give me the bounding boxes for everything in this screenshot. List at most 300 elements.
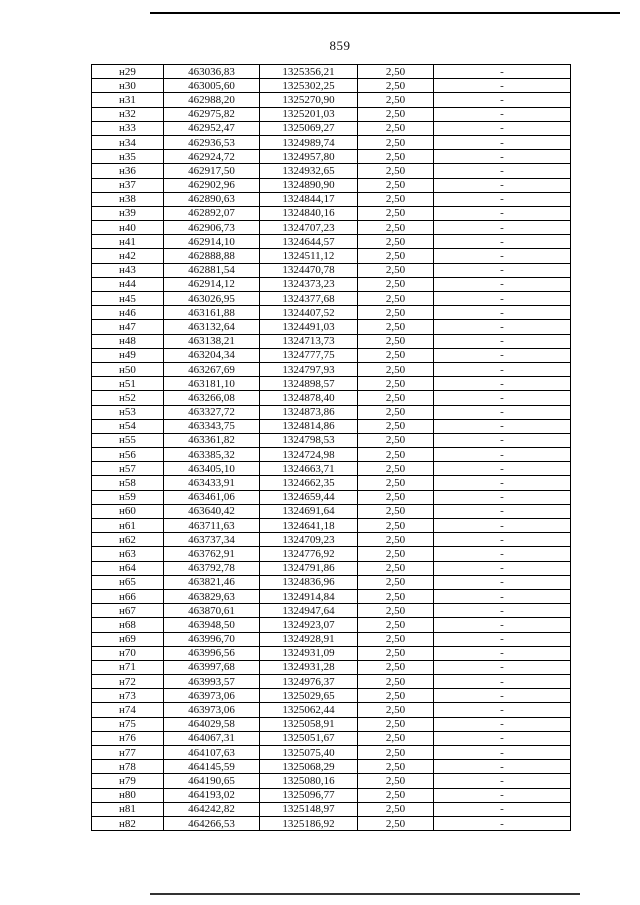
point-id-cell: н65 bbox=[92, 575, 164, 589]
accuracy-cell: 2,50 bbox=[358, 746, 434, 760]
y-coordinate-cell: 1325051,67 bbox=[260, 731, 358, 745]
accuracy-cell: 2,50 bbox=[358, 561, 434, 575]
x-coordinate-cell: 463405,10 bbox=[164, 462, 260, 476]
point-id-cell: н69 bbox=[92, 632, 164, 646]
accuracy-cell: 2,50 bbox=[358, 448, 434, 462]
table-row bbox=[92, 746, 571, 760]
accuracy-cell: 2,50 bbox=[358, 675, 434, 689]
description-cell: - bbox=[434, 405, 571, 419]
table-row bbox=[92, 689, 571, 703]
x-coordinate-cell: 464067,31 bbox=[164, 731, 260, 745]
x-coordinate-cell: 464145,59 bbox=[164, 760, 260, 774]
description-cell: - bbox=[434, 660, 571, 674]
point-id-cell: н62 bbox=[92, 533, 164, 547]
x-coordinate-cell: 463821,46 bbox=[164, 575, 260, 589]
point-id-cell: н43 bbox=[92, 263, 164, 277]
y-coordinate-cell: 1324947,64 bbox=[260, 604, 358, 618]
x-coordinate-cell: 463138,21 bbox=[164, 334, 260, 348]
description-cell: - bbox=[434, 362, 571, 376]
point-id-cell: н54 bbox=[92, 419, 164, 433]
page-number: 859 bbox=[329, 38, 351, 53]
description-cell: - bbox=[434, 618, 571, 632]
y-coordinate-cell: 1324511,12 bbox=[260, 249, 358, 263]
table-row bbox=[92, 675, 571, 689]
y-coordinate-cell: 1325062,44 bbox=[260, 703, 358, 717]
y-coordinate-cell: 1325302,25 bbox=[260, 79, 358, 93]
accuracy-cell: 2,50 bbox=[358, 689, 434, 703]
x-coordinate-cell: 462906,73 bbox=[164, 221, 260, 235]
y-coordinate-cell: 1324957,80 bbox=[260, 150, 358, 164]
table-row bbox=[92, 731, 571, 745]
y-coordinate-cell: 1325058,91 bbox=[260, 717, 358, 731]
y-coordinate-cell: 1324928,91 bbox=[260, 632, 358, 646]
point-id-cell: н71 bbox=[92, 660, 164, 674]
point-id-cell: н32 bbox=[92, 107, 164, 121]
description-cell: - bbox=[434, 462, 571, 476]
y-coordinate-cell: 1325029,65 bbox=[260, 689, 358, 703]
coordinates-table bbox=[91, 64, 571, 831]
table-row bbox=[92, 703, 571, 717]
point-id-cell: н47 bbox=[92, 320, 164, 334]
y-coordinate-cell: 1324407,52 bbox=[260, 306, 358, 320]
y-coordinate-cell: 1324491,03 bbox=[260, 320, 358, 334]
point-id-cell: н38 bbox=[92, 192, 164, 206]
y-coordinate-cell: 1325069,27 bbox=[260, 121, 358, 135]
x-coordinate-cell: 463461,06 bbox=[164, 490, 260, 504]
accuracy-cell: 2,50 bbox=[358, 632, 434, 646]
x-coordinate-cell: 463829,63 bbox=[164, 589, 260, 603]
coordinates-table-body bbox=[92, 65, 571, 831]
description-cell: - bbox=[434, 490, 571, 504]
point-id-cell: н29 bbox=[92, 65, 164, 79]
table-row bbox=[92, 178, 571, 192]
accuracy-cell: 2,50 bbox=[358, 320, 434, 334]
table-row bbox=[92, 419, 571, 433]
accuracy-cell: 2,50 bbox=[358, 802, 434, 816]
y-coordinate-cell: 1324914,84 bbox=[260, 589, 358, 603]
y-coordinate-cell: 1324377,68 bbox=[260, 292, 358, 306]
point-id-cell: н49 bbox=[92, 348, 164, 362]
description-cell: - bbox=[434, 107, 571, 121]
description-cell: - bbox=[434, 448, 571, 462]
accuracy-cell: 2,50 bbox=[358, 419, 434, 433]
point-id-cell: н37 bbox=[92, 178, 164, 192]
description-cell: - bbox=[434, 348, 571, 362]
description-cell: - bbox=[434, 249, 571, 263]
description-cell: - bbox=[434, 689, 571, 703]
table-row bbox=[92, 448, 571, 462]
table-row bbox=[92, 575, 571, 589]
point-id-cell: н78 bbox=[92, 760, 164, 774]
accuracy-cell: 2,50 bbox=[358, 760, 434, 774]
description-cell: - bbox=[434, 675, 571, 689]
y-coordinate-cell: 1324931,09 bbox=[260, 646, 358, 660]
table-row bbox=[92, 774, 571, 788]
x-coordinate-cell: 463161,88 bbox=[164, 306, 260, 320]
point-id-cell: н58 bbox=[92, 476, 164, 490]
point-id-cell: н74 bbox=[92, 703, 164, 717]
point-id-cell: н39 bbox=[92, 206, 164, 220]
x-coordinate-cell: 462975,82 bbox=[164, 107, 260, 121]
table-row bbox=[92, 221, 571, 235]
point-id-cell: н40 bbox=[92, 221, 164, 235]
point-id-cell: н57 bbox=[92, 462, 164, 476]
accuracy-cell: 2,50 bbox=[358, 504, 434, 518]
description-cell: - bbox=[434, 135, 571, 149]
description-cell: - bbox=[434, 292, 571, 306]
y-coordinate-cell: 1324791,86 bbox=[260, 561, 358, 575]
x-coordinate-cell: 463993,57 bbox=[164, 675, 260, 689]
x-coordinate-cell: 462902,96 bbox=[164, 178, 260, 192]
y-coordinate-cell: 1324663,71 bbox=[260, 462, 358, 476]
accuracy-cell: 2,50 bbox=[358, 462, 434, 476]
point-id-cell: н35 bbox=[92, 150, 164, 164]
table-row bbox=[92, 150, 571, 164]
point-id-cell: н42 bbox=[92, 249, 164, 263]
table-row bbox=[92, 206, 571, 220]
table-row bbox=[92, 135, 571, 149]
y-coordinate-cell: 1324836,96 bbox=[260, 575, 358, 589]
point-id-cell: н50 bbox=[92, 362, 164, 376]
y-coordinate-cell: 1325096,77 bbox=[260, 788, 358, 802]
accuracy-cell: 2,50 bbox=[358, 334, 434, 348]
table-row bbox=[92, 292, 571, 306]
table-row bbox=[92, 405, 571, 419]
accuracy-cell: 2,50 bbox=[358, 235, 434, 249]
x-coordinate-cell: 463267,69 bbox=[164, 362, 260, 376]
accuracy-cell: 2,50 bbox=[358, 391, 434, 405]
description-cell: - bbox=[434, 433, 571, 447]
x-coordinate-cell: 463711,63 bbox=[164, 519, 260, 533]
accuracy-cell: 2,50 bbox=[358, 703, 434, 717]
x-coordinate-cell: 463026,95 bbox=[164, 292, 260, 306]
table-row bbox=[92, 391, 571, 405]
point-id-cell: н82 bbox=[92, 816, 164, 830]
y-coordinate-cell: 1324776,92 bbox=[260, 547, 358, 561]
table-row bbox=[92, 547, 571, 561]
point-id-cell: н67 bbox=[92, 604, 164, 618]
table-row bbox=[92, 164, 571, 178]
x-coordinate-cell: 463327,72 bbox=[164, 405, 260, 419]
point-id-cell: н53 bbox=[92, 405, 164, 419]
accuracy-cell: 2,50 bbox=[358, 107, 434, 121]
description-cell: - bbox=[434, 533, 571, 547]
description-cell: - bbox=[434, 277, 571, 291]
x-coordinate-cell: 462914,12 bbox=[164, 277, 260, 291]
y-coordinate-cell: 1324797,93 bbox=[260, 362, 358, 376]
description-cell: - bbox=[434, 334, 571, 348]
y-coordinate-cell: 1324890,90 bbox=[260, 178, 358, 192]
description-cell: - bbox=[434, 263, 571, 277]
point-id-cell: н77 bbox=[92, 746, 164, 760]
y-coordinate-cell: 1324470,78 bbox=[260, 263, 358, 277]
table-row bbox=[92, 618, 571, 632]
table-row bbox=[92, 462, 571, 476]
x-coordinate-cell: 464029,58 bbox=[164, 717, 260, 731]
description-cell: - bbox=[434, 703, 571, 717]
point-id-cell: н75 bbox=[92, 717, 164, 731]
accuracy-cell: 2,50 bbox=[358, 277, 434, 291]
table-row bbox=[92, 249, 571, 263]
accuracy-cell: 2,50 bbox=[358, 263, 434, 277]
accuracy-cell: 2,50 bbox=[358, 192, 434, 206]
accuracy-cell: 2,50 bbox=[358, 306, 434, 320]
table-row bbox=[92, 561, 571, 575]
table-row bbox=[92, 717, 571, 731]
x-coordinate-cell: 462936,53 bbox=[164, 135, 260, 149]
y-coordinate-cell: 1324798,53 bbox=[260, 433, 358, 447]
y-coordinate-cell: 1325356,21 bbox=[260, 65, 358, 79]
table-row bbox=[92, 334, 571, 348]
y-coordinate-cell: 1324724,98 bbox=[260, 448, 358, 462]
table-row bbox=[92, 107, 571, 121]
x-coordinate-cell: 463266,08 bbox=[164, 391, 260, 405]
y-coordinate-cell: 1324662,35 bbox=[260, 476, 358, 490]
x-coordinate-cell: 463132,64 bbox=[164, 320, 260, 334]
table-row bbox=[92, 519, 571, 533]
point-id-cell: н55 bbox=[92, 433, 164, 447]
x-coordinate-cell: 463997,68 bbox=[164, 660, 260, 674]
y-coordinate-cell: 1324840,16 bbox=[260, 206, 358, 220]
table-row bbox=[92, 533, 571, 547]
point-id-cell: н61 bbox=[92, 519, 164, 533]
table-row bbox=[92, 476, 571, 490]
description-cell: - bbox=[434, 547, 571, 561]
x-coordinate-cell: 463343,75 bbox=[164, 419, 260, 433]
point-id-cell: н36 bbox=[92, 164, 164, 178]
y-coordinate-cell: 1324814,86 bbox=[260, 419, 358, 433]
accuracy-cell: 2,50 bbox=[358, 65, 434, 79]
bottom-rule bbox=[150, 893, 580, 895]
table-row bbox=[92, 235, 571, 249]
table-row bbox=[92, 65, 571, 79]
accuracy-cell: 2,50 bbox=[358, 178, 434, 192]
x-coordinate-cell: 462988,20 bbox=[164, 93, 260, 107]
table-row bbox=[92, 646, 571, 660]
table-row bbox=[92, 760, 571, 774]
x-coordinate-cell: 462888,88 bbox=[164, 249, 260, 263]
accuracy-cell: 2,50 bbox=[358, 660, 434, 674]
x-coordinate-cell: 463181,10 bbox=[164, 377, 260, 391]
point-id-cell: н73 bbox=[92, 689, 164, 703]
x-coordinate-cell: 463036,83 bbox=[164, 65, 260, 79]
table-row bbox=[92, 604, 571, 618]
description-cell: - bbox=[434, 391, 571, 405]
y-coordinate-cell: 1325201,03 bbox=[260, 107, 358, 121]
table-row bbox=[92, 121, 571, 135]
point-id-cell: н63 bbox=[92, 547, 164, 561]
accuracy-cell: 2,50 bbox=[358, 221, 434, 235]
accuracy-cell: 2,50 bbox=[358, 348, 434, 362]
description-cell: - bbox=[434, 306, 571, 320]
accuracy-cell: 2,50 bbox=[358, 405, 434, 419]
x-coordinate-cell: 463948,50 bbox=[164, 618, 260, 632]
x-coordinate-cell: 462892,07 bbox=[164, 206, 260, 220]
point-id-cell: н44 bbox=[92, 277, 164, 291]
accuracy-cell: 2,50 bbox=[358, 164, 434, 178]
description-cell: - bbox=[434, 419, 571, 433]
accuracy-cell: 2,50 bbox=[358, 618, 434, 632]
x-coordinate-cell: 463792,78 bbox=[164, 561, 260, 575]
description-cell: - bbox=[434, 646, 571, 660]
y-coordinate-cell: 1324878,40 bbox=[260, 391, 358, 405]
point-id-cell: н45 bbox=[92, 292, 164, 306]
table-row bbox=[92, 79, 571, 93]
description-cell: - bbox=[434, 760, 571, 774]
y-coordinate-cell: 1324932,65 bbox=[260, 164, 358, 178]
x-coordinate-cell: 463433,91 bbox=[164, 476, 260, 490]
accuracy-cell: 2,50 bbox=[358, 519, 434, 533]
point-id-cell: н33 bbox=[92, 121, 164, 135]
accuracy-cell: 2,50 bbox=[358, 547, 434, 561]
x-coordinate-cell: 463973,06 bbox=[164, 703, 260, 717]
point-id-cell: н64 bbox=[92, 561, 164, 575]
point-id-cell: н46 bbox=[92, 306, 164, 320]
description-cell: - bbox=[434, 802, 571, 816]
description-cell: - bbox=[434, 164, 571, 178]
description-cell: - bbox=[434, 632, 571, 646]
accuracy-cell: 2,50 bbox=[358, 150, 434, 164]
description-cell: - bbox=[434, 717, 571, 731]
x-coordinate-cell: 463005,60 bbox=[164, 79, 260, 93]
table-row bbox=[92, 306, 571, 320]
description-cell: - bbox=[434, 377, 571, 391]
point-id-cell: н68 bbox=[92, 618, 164, 632]
accuracy-cell: 2,50 bbox=[358, 206, 434, 220]
description-cell: - bbox=[434, 65, 571, 79]
y-coordinate-cell: 1325080,16 bbox=[260, 774, 358, 788]
x-coordinate-cell: 463385,32 bbox=[164, 448, 260, 462]
description-cell: - bbox=[434, 519, 571, 533]
table-row bbox=[92, 802, 571, 816]
description-cell: - bbox=[434, 575, 571, 589]
accuracy-cell: 2,50 bbox=[358, 433, 434, 447]
point-id-cell: н34 bbox=[92, 135, 164, 149]
point-id-cell: н72 bbox=[92, 675, 164, 689]
accuracy-cell: 2,50 bbox=[358, 646, 434, 660]
table-row bbox=[92, 490, 571, 504]
y-coordinate-cell: 1324873,86 bbox=[260, 405, 358, 419]
description-cell: - bbox=[434, 746, 571, 760]
point-id-cell: н70 bbox=[92, 646, 164, 660]
description-cell: - bbox=[434, 731, 571, 745]
y-coordinate-cell: 1325186,92 bbox=[260, 816, 358, 830]
y-coordinate-cell: 1324923,07 bbox=[260, 618, 358, 632]
y-coordinate-cell: 1325148,97 bbox=[260, 802, 358, 816]
accuracy-cell: 2,50 bbox=[358, 490, 434, 504]
point-id-cell: н30 bbox=[92, 79, 164, 93]
table-row bbox=[92, 277, 571, 291]
accuracy-cell: 2,50 bbox=[358, 575, 434, 589]
point-id-cell: н80 bbox=[92, 788, 164, 802]
description-cell: - bbox=[434, 604, 571, 618]
description-cell: - bbox=[434, 774, 571, 788]
x-coordinate-cell: 463762,91 bbox=[164, 547, 260, 561]
accuracy-cell: 2,50 bbox=[358, 79, 434, 93]
x-coordinate-cell: 464190,65 bbox=[164, 774, 260, 788]
x-coordinate-cell: 464242,82 bbox=[164, 802, 260, 816]
point-id-cell: н52 bbox=[92, 391, 164, 405]
table-row bbox=[92, 377, 571, 391]
accuracy-cell: 2,50 bbox=[358, 731, 434, 745]
description-cell: - bbox=[434, 589, 571, 603]
table-row bbox=[92, 632, 571, 646]
y-coordinate-cell: 1325270,90 bbox=[260, 93, 358, 107]
y-coordinate-cell: 1324777,75 bbox=[260, 348, 358, 362]
x-coordinate-cell: 463996,56 bbox=[164, 646, 260, 660]
description-cell: - bbox=[434, 320, 571, 334]
x-coordinate-cell: 462890,63 bbox=[164, 192, 260, 206]
table-row bbox=[92, 433, 571, 447]
table-row bbox=[92, 320, 571, 334]
accuracy-cell: 2,50 bbox=[358, 362, 434, 376]
table-row bbox=[92, 788, 571, 802]
table-row bbox=[92, 348, 571, 362]
point-id-cell: н31 bbox=[92, 93, 164, 107]
x-coordinate-cell: 463870,61 bbox=[164, 604, 260, 618]
y-coordinate-cell: 1324898,57 bbox=[260, 377, 358, 391]
table-row bbox=[92, 93, 571, 107]
description-cell: - bbox=[434, 504, 571, 518]
y-coordinate-cell: 1324691,64 bbox=[260, 504, 358, 518]
point-id-cell: н81 bbox=[92, 802, 164, 816]
description-cell: - bbox=[434, 192, 571, 206]
description-cell: - bbox=[434, 476, 571, 490]
table-row bbox=[92, 816, 571, 830]
y-coordinate-cell: 1325068,29 bbox=[260, 760, 358, 774]
x-coordinate-cell: 462881,54 bbox=[164, 263, 260, 277]
x-coordinate-cell: 463640,42 bbox=[164, 504, 260, 518]
accuracy-cell: 2,50 bbox=[358, 788, 434, 802]
description-cell: - bbox=[434, 93, 571, 107]
x-coordinate-cell: 463973,06 bbox=[164, 689, 260, 703]
table-row bbox=[92, 660, 571, 674]
x-coordinate-cell: 462917,50 bbox=[164, 164, 260, 178]
x-coordinate-cell: 464266,53 bbox=[164, 816, 260, 830]
point-id-cell: н41 bbox=[92, 235, 164, 249]
accuracy-cell: 2,50 bbox=[358, 589, 434, 603]
accuracy-cell: 2,50 bbox=[358, 476, 434, 490]
accuracy-cell: 2,50 bbox=[358, 604, 434, 618]
point-id-cell: н60 bbox=[92, 504, 164, 518]
point-id-cell: н48 bbox=[92, 334, 164, 348]
description-cell: - bbox=[434, 150, 571, 164]
x-coordinate-cell: 463204,34 bbox=[164, 348, 260, 362]
x-coordinate-cell: 462924,72 bbox=[164, 150, 260, 164]
table-row bbox=[92, 192, 571, 206]
description-cell: - bbox=[434, 206, 571, 220]
y-coordinate-cell: 1324844,17 bbox=[260, 192, 358, 206]
y-coordinate-cell: 1324989,74 bbox=[260, 135, 358, 149]
point-id-cell: н51 bbox=[92, 377, 164, 391]
y-coordinate-cell: 1324976,37 bbox=[260, 675, 358, 689]
table-row bbox=[92, 362, 571, 376]
x-coordinate-cell: 463737,34 bbox=[164, 533, 260, 547]
y-coordinate-cell: 1324659,44 bbox=[260, 490, 358, 504]
y-coordinate-cell: 1324709,23 bbox=[260, 533, 358, 547]
point-id-cell: н66 bbox=[92, 589, 164, 603]
x-coordinate-cell: 462952,47 bbox=[164, 121, 260, 135]
y-coordinate-cell: 1325075,40 bbox=[260, 746, 358, 760]
point-id-cell: н59 bbox=[92, 490, 164, 504]
top-rule bbox=[150, 12, 620, 14]
accuracy-cell: 2,50 bbox=[358, 121, 434, 135]
point-id-cell: н79 bbox=[92, 774, 164, 788]
y-coordinate-cell: 1324644,57 bbox=[260, 235, 358, 249]
y-coordinate-cell: 1324713,73 bbox=[260, 334, 358, 348]
description-cell: - bbox=[434, 178, 571, 192]
table-row bbox=[92, 589, 571, 603]
